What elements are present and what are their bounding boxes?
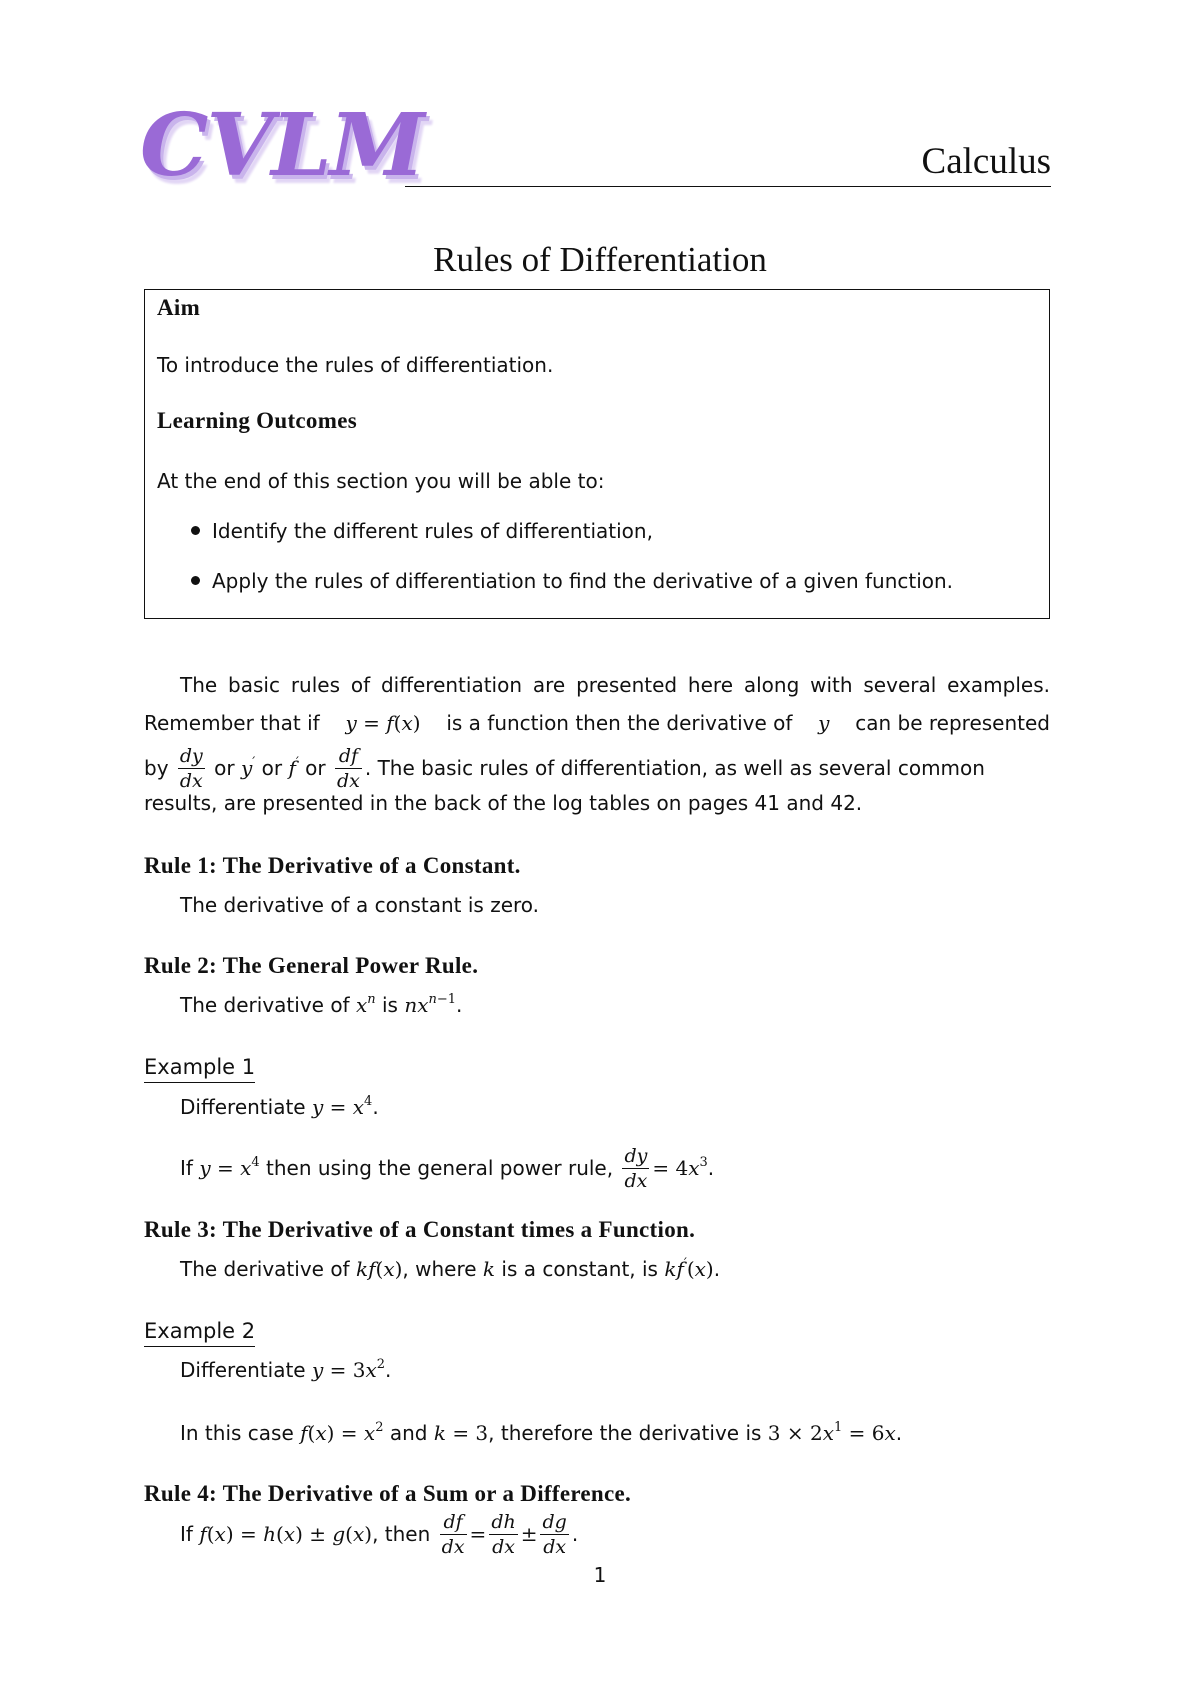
rule-3-text: The derivative of kf(x), where k is a constant, is kf′(x). bbox=[180, 1256, 721, 1281]
rule-4-text: If f(x) = h(x) ± g(x) , then $\frac{df}{dx}$ = $\frac{dh}{dx}$ ± $\frac{dg}{dx}$ . bbox=[180, 1510, 579, 1558]
fraction-dy-dx: $\frac{dy}{dx}$ bbox=[179, 744, 203, 792]
rule-2-heading: Rule 2: The General Power Rule. bbox=[144, 953, 479, 978]
page-number: 1 bbox=[593, 1563, 607, 1587]
logo-wordmark: CVLM bbox=[140, 95, 423, 196]
outcome-bullet: Identify the different rules of differentiation, bbox=[191, 518, 653, 544]
fraction-dh-dx: $\frac{dh}{dx}$ bbox=[491, 1510, 516, 1558]
section-title: Calculus bbox=[921, 141, 1051, 182]
example-1-heading: Example 1 bbox=[144, 1054, 255, 1083]
example-1-task: Differentiate $y = x^4$. bbox=[180, 1094, 379, 1119]
example-2-task: Differentiate $y = 3x^2$. bbox=[180, 1357, 392, 1382]
math-y-eq-fx: y = f(x) bbox=[345, 711, 421, 735]
rule-2-text: The derivative of $x^n$ is $nx^{n-1}$. bbox=[180, 992, 463, 1017]
header-rule bbox=[405, 186, 1051, 187]
bullet-icon bbox=[191, 576, 200, 585]
fraction-dg-dx: $\frac{dg}{dx}$ bbox=[542, 1510, 567, 1558]
example-2-heading: Example 2 bbox=[144, 1318, 255, 1347]
intro-line-2: Remember that if y = f(x) is a function then the derivative of y can be represented bbox=[144, 711, 1050, 735]
rule-4-heading: Rule 4: The Derivative of a Sum or a Difference. bbox=[144, 1481, 632, 1506]
bullet-icon bbox=[191, 526, 200, 535]
fraction-dy-dx: $\frac{dy}{dx}$ bbox=[624, 1144, 648, 1192]
rule-1-text: The derivative of a constant is zero. bbox=[180, 893, 540, 917]
aim-text: To introduce the rules of differentiation. bbox=[157, 353, 554, 377]
document-title: Rules of Differentiation bbox=[433, 240, 767, 279]
fraction-df-dx: $\frac{df}{dx}$ bbox=[336, 744, 360, 792]
rule-3-heading: Rule 3: The Derivative of a Constant times a Function. bbox=[144, 1217, 696, 1242]
example-2-solution: In this case $f(x) = x^2$ and k = 3, therefore the derivative is $3 \times 2x^1 = 6x$. bbox=[180, 1420, 903, 1445]
intro-line-3: by $\frac{dy}{dx}$ or y′ or f′ or $\frac{df}{dx}$ . The basic rules of differentiation, as well as several common bbox=[144, 744, 985, 792]
rule-1-heading: Rule 1: The Derivative of a Constant. bbox=[144, 853, 521, 878]
example-1-solution: If $y = x^4$ then using the general power rule, $\frac{dy}{dx}$ = 4 $x^3$ . bbox=[180, 1144, 715, 1192]
outcomes-intro: At the end of this section you will be able to: bbox=[157, 469, 605, 493]
aim-heading: Aim bbox=[157, 295, 201, 320]
fraction-df-dx: $\frac{df}{dx}$ bbox=[441, 1510, 465, 1558]
intro-line-4: results, are presented in the back of the log tables on pages 41 and 42. bbox=[144, 791, 863, 815]
outcomes-heading: Learning Outcomes bbox=[157, 408, 357, 433]
outcome-bullet: Apply the rules of differentiation to find the derivative of a given function. bbox=[191, 568, 953, 594]
intro-line-1: The basic rules of differentiation are presented here along with several examples. bbox=[180, 673, 1050, 697]
aim-box bbox=[144, 289, 1050, 619]
cvlm-logo bbox=[140, 95, 423, 196]
